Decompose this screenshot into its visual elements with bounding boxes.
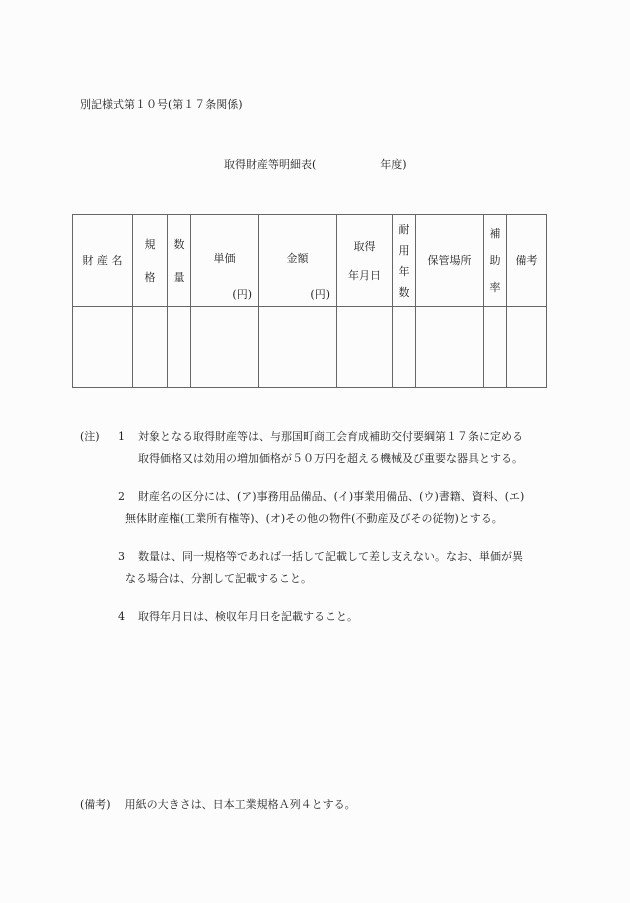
note-text-line2: なる場合は、分割して記載すること。 [125,572,312,585]
notes-label: (注) [80,430,100,443]
note-text-line1: 数量は、同一規格等であれば一括して記載して差し支えない。なお、単価が異 [138,550,523,563]
header-acquisition-date: 取得 年月日 [337,215,393,307]
cell-amount[interactable] [259,307,337,388]
header-amount: 金額 (円) [259,215,337,307]
header-storage-location: 保管場所 [416,215,484,307]
cell-useful-life[interactable] [393,307,416,388]
document-title [224,156,407,172]
header-quantity: 数 量 [168,215,191,307]
note-text-line2: 取得価格又は効用の増加価格が５０万円を超える機械及び重要な器具とする。 [138,452,523,465]
remark-label: (備考) [80,798,111,811]
cell-subsidy-rate[interactable] [484,307,507,388]
note-number: 1 [118,430,125,443]
remark-text: 用紙の大きさは、日本工業規格Ａ列４とする。 [124,798,356,811]
table-header-row [73,215,547,307]
note-text-line1: 財産名の区分には、(ア)事務用品備品、(イ)事業用備品、(ウ)書籍、資料、(エ) [138,490,525,503]
form-number: 別記様式第１０号(第１７条関係) [80,98,243,111]
header-property-name: 財 産 名 [73,215,133,307]
note-text-line1: 対象となる取得財産等は、与那国町商工会育成補助交付要綱第１７条に定める [138,430,523,443]
title-prefix: 取得財産等明細表( [224,158,317,171]
remark-line [80,796,356,812]
cell-remarks[interactable] [507,307,547,388]
table-row [73,307,547,388]
header-spec: 規 格 [133,215,168,307]
cell-unit-price[interactable] [191,307,259,388]
note-number: 3 [118,550,125,563]
property-detail-table [72,214,547,388]
note-number: 2 [118,490,125,503]
cell-acquisition-date[interactable] [337,307,393,388]
note-text-line1: 取得年月日は、検収年月日を記載すること。 [138,610,358,623]
cell-storage-location[interactable] [416,307,484,388]
cell-property-name[interactable] [73,307,133,388]
note-number: 4 [118,610,125,623]
note-text-line2: 無体財産権(工業所有権等)、(オ)その他の物件(不動産及びその従物)とする。 [125,512,503,525]
title-suffix: 年度) [380,158,407,171]
header-subsidy-rate: 補 助 率 [484,215,507,307]
cell-quantity[interactable] [168,307,191,388]
header-remarks: 備考 [507,215,547,307]
cell-spec[interactable] [133,307,168,388]
header-useful-life: 耐 用 年 数 [393,215,416,307]
header-unit-price: 単価 (円) [191,215,259,307]
